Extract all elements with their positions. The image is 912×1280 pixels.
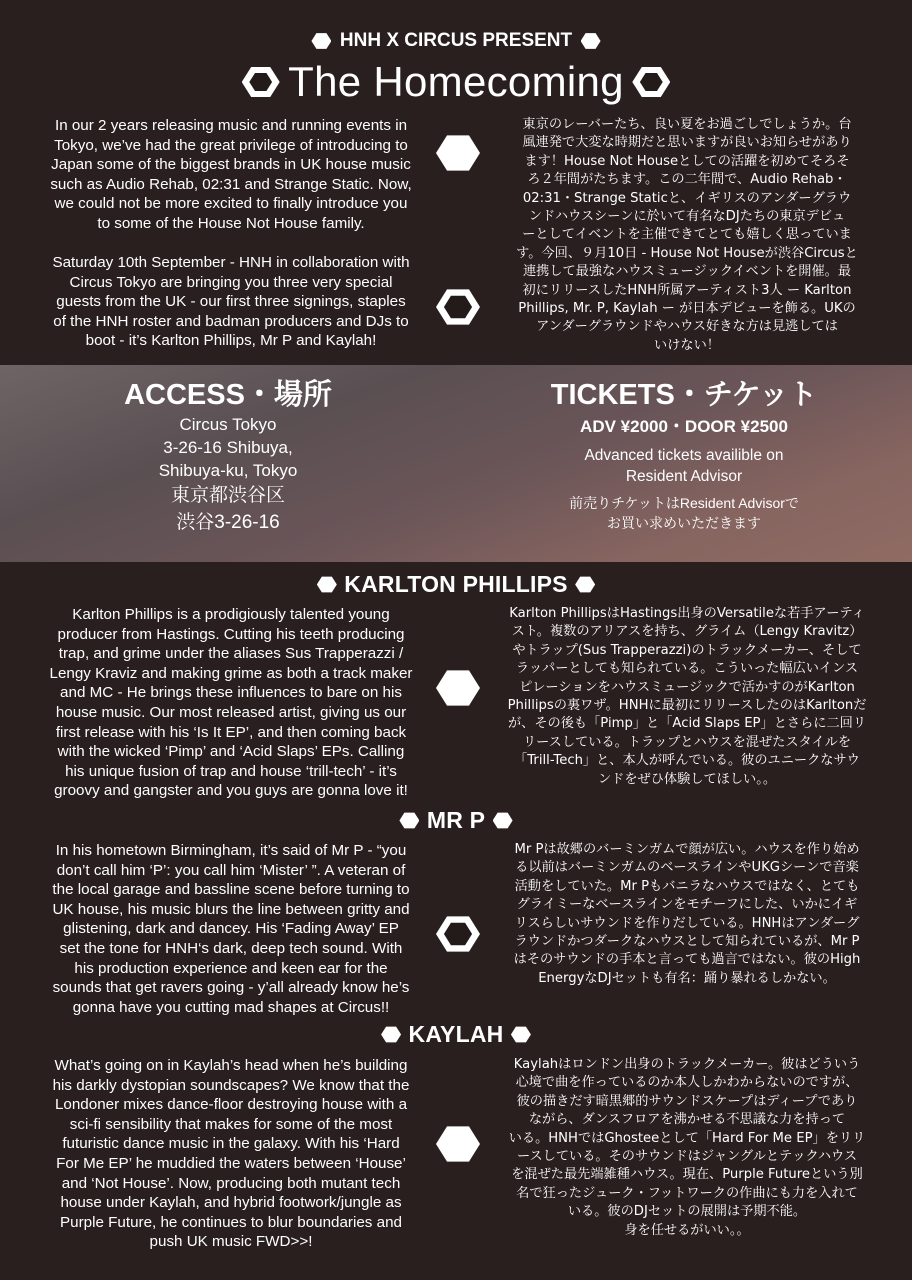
access-address-1: 3-26-16 Shibuya,	[163, 438, 293, 457]
hexagon-outline-icon	[242, 65, 280, 99]
kaylah-japanese: Kaylahはロンドン出身のトラックメーカー。彼はどういう 心境で曲を作っているのか本人しかわからないのですが、 彼の描きだす暗黒郷的サウンドスケープはディープであり ながら、ダンスフロアを沸かせる不思議な力を持って いる。HNHではGhosteeとして「Hard For Me EP」をリリ ースしている。そのサウンドはジャングルとテックハウス を混ぜた最先端雑種ハウス。現在、Purple Futureという別 名で狂ったジューク・フットワークの作曲にも力を入れて いる。彼のDJセットの展開は予期不能。 身を任せるがいい。。	[508, 1057, 866, 1238]
ticket-info-1: Advanced tickets availible on	[584, 447, 784, 464]
intro-japanese: 東京のレーバーたち、良い夏をお過ごしでしょうか。台 風連発で大変な時期だと思いますが良いお知らせがあり ます！House Not Houseとしての活躍を初めてそろそ ろ２年間がたちます。この二年間で、Audio Rehab・ 02:31・Strange Staticと、イギリスのアンダーグラウ ンドハウスシーンに於いて有名なDJたちの東京デビュ ーとしてイベントを主催できてとても嬉しく思っていま す。今回、９月10日 - House Not Houseが渋谷Circusと 連携して最強なハウスミュージックイベントを開催。最 初にリリースしたHNH所属アーティスト3人 ー Karlton Phillips, Mr. P, Kaylah ー が日本デビューを飾る。UKの アンダーグラウンドやハウス好きな方は見逃しては いけない！	[516, 117, 858, 353]
hexagon-icon	[493, 812, 513, 830]
presenter-line	[0, 30, 912, 52]
artist-name: KARLTON PHILLIPS	[344, 571, 568, 597]
hexagon-icon	[436, 1124, 480, 1164]
artist-name: KAYLAH	[408, 1021, 504, 1047]
hexagon-icon	[511, 1026, 531, 1044]
ticket-info-2: Resident Advisor	[625, 468, 743, 485]
hexagon-icon	[311, 32, 331, 50]
hexagon-icon	[575, 576, 595, 594]
artist-heading-mrp	[0, 807, 912, 834]
intro-english-p2: Saturday 10th September - HNH in collaboration with Circus Tokyo are bringing you three very special guests from the UK - our first three signings, staples of the HNH roster and badman producers and DJs to boot - it’s Karlton Phillips, Mr P and Kaylah!	[52, 254, 410, 350]
tickets-block	[456, 377, 912, 533]
hexagon-outline-icon	[436, 287, 480, 327]
kaylah-english: What’s going on in Kaylah’s head when he’s building his darkly dystopian soundscapes? We know that the Londoner mixes dance-floor destroying house with a sci-fi sensibility that makes for some of the most futuristic dance music in the galaxy. With his ‘Hard For Me EP’ he muddied the waters between ‘House’ and ‘Not House’. Now, producing both mutant tech house under Kaylah, and hybrid footwork/jungle as Purple Future, he continues to blur boundaries and push UK music FWD>>!	[52, 1057, 410, 1251]
hexagon-icon	[399, 812, 419, 830]
ticket-info-jp-2: お買い求めいただきます	[607, 515, 761, 531]
hexagon-outline-icon	[632, 65, 670, 99]
access-address-2: Shibuya-ku, Tokyo	[158, 461, 298, 480]
artist-heading-karlton	[0, 571, 912, 598]
karlton-japanese: Karlton PhillipsはHastings出身のVersatileな若手アーティ スト。複数のアリアスを持ち、グライム（Lengy Kravitz） やトラップ(Sus Trapperazzi)のトラックメーカー、そして ラッパーとしても知られている。こういった幅広いインス ピレーションをハウスミュージックで活かすのがKarlton Phillipsの裏ワザ。HNHに最初にリリースしたのはKarltonだ が、その後も「Pimp」と「Acid Slaps EP」とさらに二回リ リースしている。トラップとハウスを混ぜたスタイルを 「Trill-Tech」と、本人が呼んでいる。彼のユニークなサウ ンドをぜひ体験してほしい。。	[507, 606, 867, 787]
access-block	[0, 377, 456, 536]
access-address-jp-2: 渋谷3-26-16	[176, 512, 280, 533]
access-address-jp-1: 東京都渋谷区	[170, 485, 285, 506]
intro-english-p1: In our 2 years releasing music and running events in Tokyo, we’ve had the great privilege of introducing to Japan some of the biggest brands in UK house music such as Audio Rehab, 02:31 and Strange Static. Now, we could not be more excited to finally introduce you to some of the House Not House family.	[50, 117, 412, 232]
karlton-english: Karlton Phillips is a prodigiously talented young producer from Hastings. Cutting his teeth producing trap, and grime under the aliases Sus Trapperazzi / Lengy Kraviz and making grime as both a track maker and MC - He brings these influences to bare on his house music. Our most released artist, giving us our first release with his ‘Is It EP’, and then coming back with the wicked ‘Pimp’ and ‘Acid Slaps’ EPs. Calling his unique fusion of trap and house ‘trill-tech’ - it’s groovy and gangster and you guys are gonna love it!	[49, 606, 413, 800]
event-title: The Homecoming	[288, 58, 624, 105]
ticket-info-jp-1: 前売りチケットはResident Advisorで	[569, 495, 799, 511]
hexagon-icon	[381, 1026, 401, 1044]
artist-name: MR P	[426, 807, 486, 833]
tickets-heading: TICKETS・チケット	[550, 379, 818, 411]
access-venue: Circus Tokyo	[179, 415, 277, 434]
mrp-japanese: Mr Pは故郷のバーミンガムで顔が広い。ハウスを作り始め る以前はバーミンガムのベースラインやUKGシーンで音楽 活動をしていた。Mr Pもバニラなハウスではなく、とても グライミーなベースラインをモチーフにした、いかにイギ リスらしいサウンドを作りだしている。HNHはアンダーグ ラウンドかつダークなハウスとして知られているが、Mr P はそのサウンドの手本と言っても過言ではない。彼のHigh EnergyなDJセットも有名：踊り暴れるしかない。	[513, 842, 861, 986]
access-heading: ACCESS・場所	[124, 379, 332, 411]
hexagon-icon	[436, 668, 480, 708]
presenter-text: HNH X CIRCUS PRESENT	[339, 30, 573, 51]
hexagon-icon	[436, 133, 480, 173]
ticket-prices: ADV ¥2000・DOOR ¥2500	[580, 417, 788, 436]
event-title-line	[0, 58, 912, 106]
hexagon-icon	[581, 32, 601, 50]
hexagon-outline-icon	[436, 914, 480, 954]
info-band	[0, 365, 912, 562]
artist-heading-kaylah	[0, 1021, 912, 1048]
hexagon-icon	[317, 576, 337, 594]
mrp-english: In his hometown Birmingham, it’s said of Mr P - “you don’t call him ‘P’: you call him ‘Mister’ ”. A veteran of the local garage and bassline scene before turning to UK house, his music blurs the line between gritty and glistening, dark and dancey. His ‘Fading Away’ EP set the tone for HNH‘s dark, deep tech sound. With his production experience and keen ear for the sounds that get ravers going - y’all already know he’s gonna have you cutting mad shapes at Circus!!	[52, 842, 410, 1016]
